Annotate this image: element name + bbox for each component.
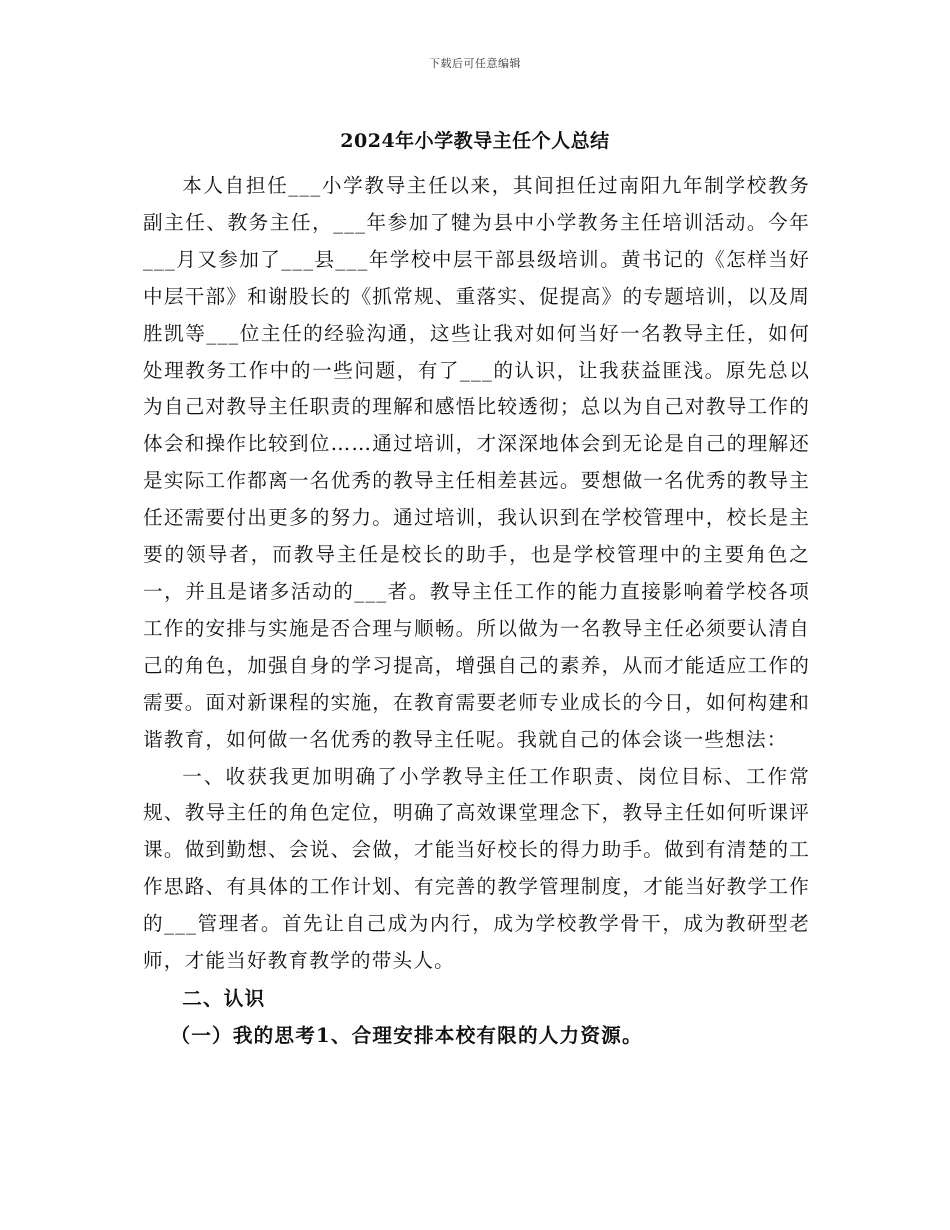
subsection-heading: （一）我的思考1、合理安排本校有限的人力资源。 bbox=[170, 1023, 643, 1047]
document-body bbox=[143, 168, 810, 1055]
section-heading: 二、认识 bbox=[182, 986, 266, 1010]
paragraph-intro: 本人自担任___小学教导主任以来，其间担任过南阳九年制学校教务副主任、教务主任，___年参加了犍为县中小学教务主任培训活动。今年___月又参加了___县___年学校中层干部县级培训。黄书记的《怎样当好中层干部》和谢股长的《抓常规、重落实、促提高》的专题培训，以及周胜凯等___位主任的经验沟通，这些让我对如何当好一名教导主任，如何处理教务工作中的一些问题，有了___的认识，让我获益匪浅。原先总以为自己对教导主任职责的理解和感悟比较透彻；总以为自己对教导工作的体会和操作比较到位……通过培训，才深深地体会到无论是自己的理解还是实际工作都离一名优秀的教导主任相差甚远。要想做一名优秀的教导主任还需要付出更多的努力。通过培训，我认识到在学校管理中，校长是主要的领导者，而教导主任是校长的助手，也是学校管理中的主要角色之一，并且是诸多活动的___者。教导主任工作的能力直接影响着学校各项工作的安排与实施是否合理与顺畅。所以做为一名教导主任必须要认清自己的角色，加强自身的学习提高，增强自己的素养，从而才能适应工作的需要。面对新课程的实施，在教育需要老师专业成长的今日，如何构建和谐教育，如何做一名优秀的教导主任呢。我就自己的体会谈一些想法： bbox=[143, 174, 810, 751]
paragraph-gains: 一、收获我更加明确了小学教导主任工作职责、岗位目标、工作常规、教导主任的角色定位，明确了高效课堂理念下，教导主任如何听课评课。做到勤想、会说、会做，才能当好校长的得力助手。做到有清楚的工作思路、有具体的工作计划、有完善的教学管理制度，才能当好教学工作的___管理者。首先让自己成为内行，成为学校教学骨干，成为教研型老师，才能当好教育教学的带头人。 bbox=[143, 764, 810, 973]
header-note: 下载后可任意编辑 bbox=[429, 57, 521, 70]
document-title: 2024年小学教导主任个人总结 bbox=[340, 130, 610, 152]
